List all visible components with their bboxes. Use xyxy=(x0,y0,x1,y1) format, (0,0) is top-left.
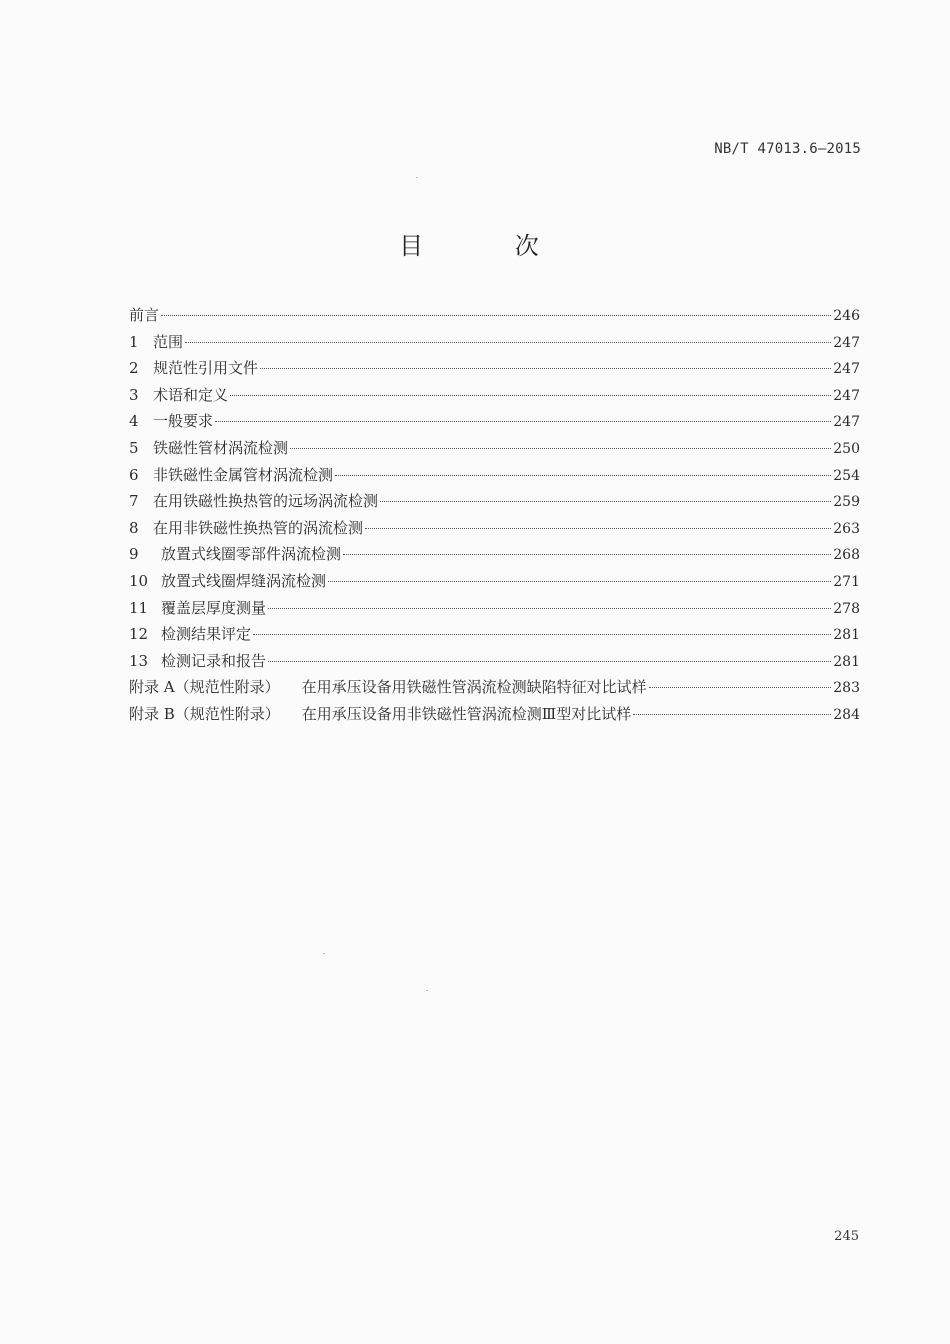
toc-page-number: 283 xyxy=(833,680,860,697)
toc-section-number: 3 xyxy=(129,385,139,404)
toc-section-number: 9 xyxy=(129,545,139,564)
dot-leader xyxy=(335,475,831,476)
toc-section-number: 7 xyxy=(129,492,139,511)
toc-entry-7[interactable] xyxy=(129,490,860,517)
toc-label: 规范性引用文件 xyxy=(153,359,259,378)
dot-leader xyxy=(365,528,831,529)
toc-page-number: 247 xyxy=(833,334,860,351)
toc-entry-3[interactable] xyxy=(129,384,860,411)
dot-leader xyxy=(161,315,831,316)
toc-page-number: 246 xyxy=(833,308,860,324)
toc-label: 在用铁磁性换热管的远场涡流检测 xyxy=(153,492,379,511)
toc-page-number: 271 xyxy=(833,573,860,590)
toc-page-number: 263 xyxy=(833,520,860,537)
dot-leader xyxy=(253,634,831,635)
toc-entry-1[interactable] xyxy=(129,331,860,358)
toc-page-number: 284 xyxy=(833,706,860,723)
toc-section-number: 10 xyxy=(129,571,149,590)
appendix-title: 在用承压设备用非铁磁性管涡流检测Ⅲ型对比试样 xyxy=(301,704,632,723)
scan-speck xyxy=(426,990,428,991)
page-title: 目 次 xyxy=(399,232,581,260)
toc-page-number: 268 xyxy=(833,547,860,564)
toc-page-number: 281 xyxy=(833,627,860,644)
toc-section-number: 6 xyxy=(129,465,139,484)
toc-entry-appendix-b[interactable] xyxy=(129,703,860,730)
toc-page-number: 278 xyxy=(833,600,860,617)
toc-label: 术语和定义 xyxy=(153,385,229,404)
standard-code: NB/T 47013.6—2015 xyxy=(714,141,861,157)
dot-leader xyxy=(649,687,832,688)
toc-label: 铁磁性管材涡流检测 xyxy=(153,438,289,457)
dot-leader xyxy=(380,501,831,502)
toc-section-number: 1 xyxy=(129,332,139,351)
toc-label: 覆盖层厚度测量 xyxy=(161,598,267,617)
toc-entry-6[interactable] xyxy=(129,464,860,491)
dot-leader xyxy=(328,581,831,582)
toc-label: 放置式线圈焊缝涡流检测 xyxy=(161,571,327,590)
scan-speck xyxy=(416,177,418,178)
toc-entry-4[interactable] xyxy=(129,410,860,437)
toc-section-number: 11 xyxy=(129,598,149,617)
toc-entry-13[interactable] xyxy=(129,650,860,677)
table-of-contents xyxy=(129,304,860,730)
toc-entry-5[interactable] xyxy=(129,437,860,464)
dot-leader xyxy=(343,554,831,555)
toc-entry-2[interactable] xyxy=(129,357,860,384)
dot-leader xyxy=(633,714,831,715)
toc-page-number: 247 xyxy=(833,387,860,404)
toc-label: 范围 xyxy=(153,332,184,351)
toc-page-number: 254 xyxy=(833,467,860,484)
page-number: 245 xyxy=(834,1229,859,1244)
toc-section-number: 12 xyxy=(129,625,149,644)
toc-label: 一般要求 xyxy=(153,412,214,431)
toc-label: 检测结果评定 xyxy=(161,625,252,644)
toc-section-number: 13 xyxy=(129,651,149,670)
toc-entry-9[interactable] xyxy=(129,543,860,570)
toc-section-number: 2 xyxy=(129,359,139,378)
toc-label: 前言 xyxy=(129,306,160,324)
appendix-title: 在用承压设备用铁磁性管涡流检测缺陷特征对比试样 xyxy=(301,678,647,697)
dot-leader xyxy=(185,342,831,343)
toc-section-number: 5 xyxy=(129,438,139,457)
dot-leader xyxy=(260,368,831,369)
appendix-label: 附录 B（规范性附录） xyxy=(129,704,280,723)
toc-label: 非铁磁性金属管材涡流检测 xyxy=(153,465,334,484)
toc-section-number: 4 xyxy=(129,412,139,431)
toc-page-number: 247 xyxy=(833,414,860,431)
scan-speck xyxy=(323,953,325,954)
toc-page-number: 250 xyxy=(833,440,860,457)
appendix-label: 附录 A（规范性附录） xyxy=(129,678,280,697)
dot-leader xyxy=(215,421,831,422)
toc-entry-appendix-a[interactable] xyxy=(129,676,860,703)
toc-section-number: 8 xyxy=(129,518,139,537)
toc-label: 检测记录和报告 xyxy=(161,651,267,670)
toc-entry-10[interactable] xyxy=(129,570,860,597)
dot-leader xyxy=(290,448,831,449)
toc-entry-12[interactable] xyxy=(129,623,860,650)
toc-label: 在用非铁磁性换热管的涡流检测 xyxy=(153,518,364,537)
dot-leader xyxy=(268,608,831,609)
toc-page-number: 247 xyxy=(833,361,860,378)
toc-page-number: 259 xyxy=(833,494,860,511)
dot-leader xyxy=(268,661,831,662)
toc-label: 放置式线圈零部件涡流检测 xyxy=(161,545,342,564)
dot-leader xyxy=(230,395,831,396)
toc-page-number: 281 xyxy=(833,653,860,670)
toc-entry-foreword[interactable] xyxy=(129,304,860,331)
toc-entry-8[interactable] xyxy=(129,517,860,544)
toc-entry-11[interactable] xyxy=(129,597,860,624)
